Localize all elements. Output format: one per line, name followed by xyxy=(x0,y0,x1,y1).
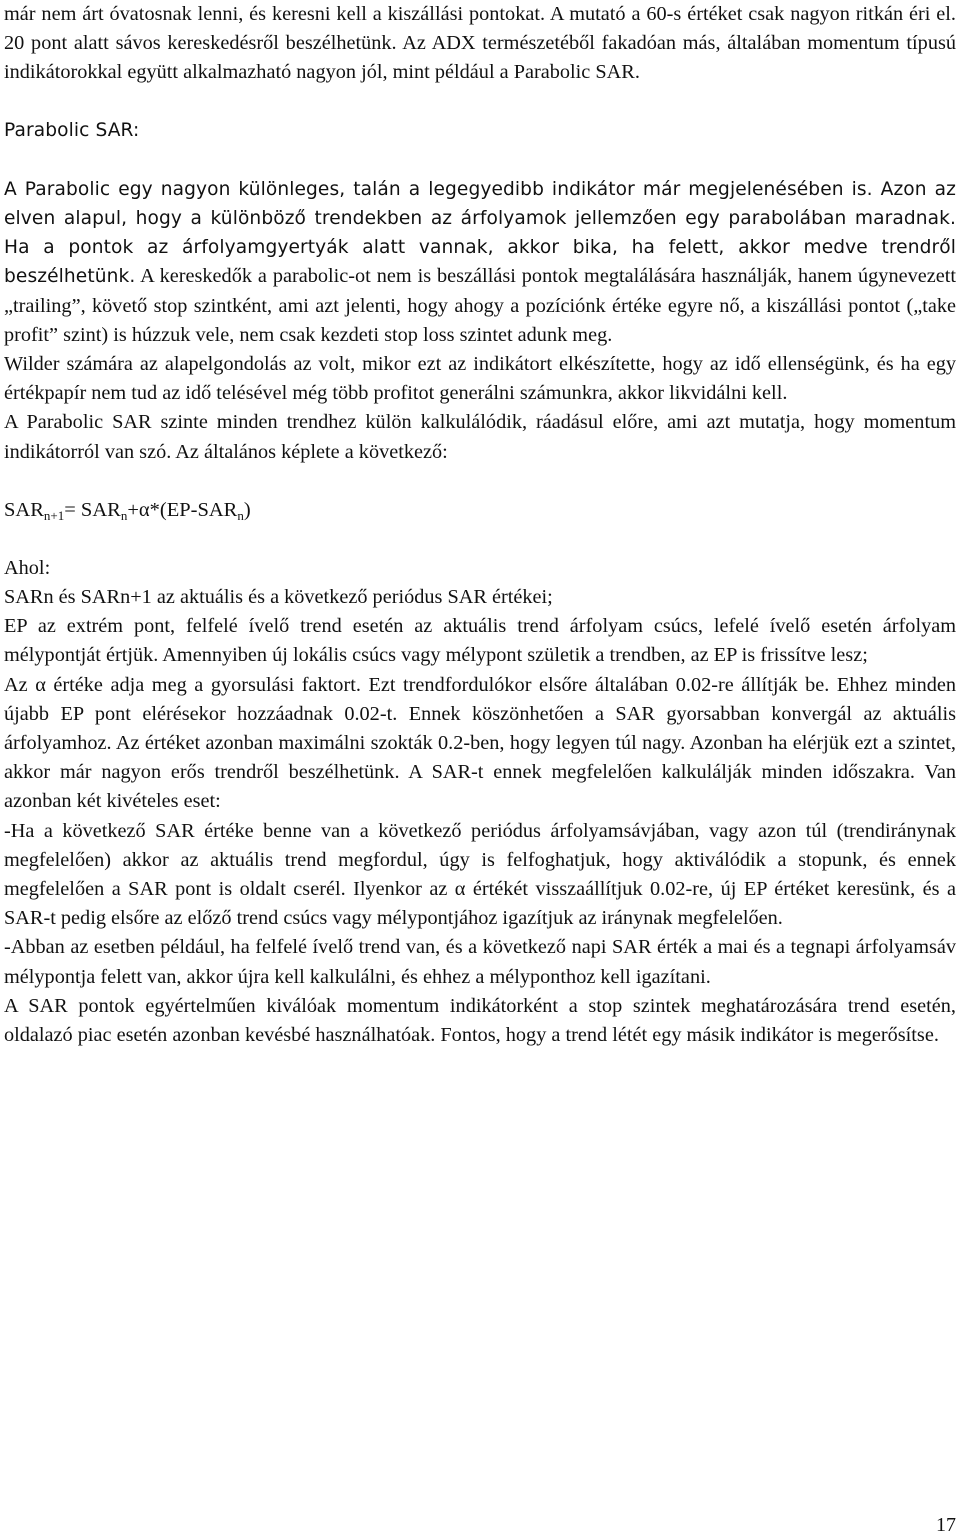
calculation-paragraph: A Parabolic SAR szinte minden trendhez külön kalkulálódik, ráadásul előre, ami azt mutatja, hogy momentum indikátorról van szó. Az általános képlete a következő: xyxy=(4,411,956,463)
exception-one: -Ha a következő SAR értéke benne van a következő periódus árfolyamsávjában, vagy azon túl (trendiránynak megfelelően) akkor az aktuális trend megfordul, úgy is felfoghatjuk, hogy aktiválódik a stopunk, és ennek megfelelően a SAR pont is oldalt cserél. Ilyenkor az α értékét visszaállítjuk 0.02-re, új EP értéket keresünk, és a SAR-t pedig elsőre az előző trend csúcs vagy mélypontjához igazítjuk az iránynak megfelelően. xyxy=(4,819,956,930)
formula-sar: SAR xyxy=(4,498,44,521)
formula-subscript-n: n xyxy=(120,507,128,523)
parabolic-sar-description: A Parabolic egy nagyon különleges, talán a legegyedibb indikátor már megjelenésében is. Azon az elven alapul, hogy a különböző trendekben az árfolyamok jellemzően egy parabolában maradnak. xyxy=(4,178,956,230)
parabolic-sar-trailing-stop: A kereskedők a parabolic-ot nem is beszállási pontok megtalálására használják, hanem úgynevezett „trailing”, követő stop szintként, ami azt jelenti, hogy ahogy a pozíciónk értéke egyre nő, a kiszállási pontot („take profit” szint) is húzzuk vele, nem csak kezdeti stop loss szintet adunk meg. xyxy=(4,265,956,346)
page-number: 17 xyxy=(936,1514,956,1536)
formula-alpha-term: +α*(EP-SAR xyxy=(127,498,238,521)
parabolic-sar-paragraph xyxy=(4,175,956,350)
formula-subscript-next: n+1 xyxy=(43,507,65,523)
formula-close-paren: ) xyxy=(243,498,251,521)
parabolic-sar-trend-direction: Ha a pontok az árfolyamgyertyák alatt vannak, akkor bika, ha felett, akkor medve trendről beszélhetünk. xyxy=(4,237,956,288)
definition-alpha: Az α értéke adja meg a gyorsulási faktort. Ezt trendfordulókor elsőre általában 0.02-re állítják be. Ehhez minden újabb EP pont elérésekor hozzáadnak 0.02-t. Ennek köszönhetően a SAR gyorsabban konvergál az aktuális árfolyamhoz. Az értéket azonban maximálni szokták 0.2-ben, hogy legyen túl nagy. Azonban ha elérjük ezt a szintet, akkor már nagyon erős trendről beszélhetünk. A SAR-t ennek megfelelően kalkulálják minden időszakra. Van azonban két kivételes eset: xyxy=(4,673,956,813)
parabolic-sar-heading: Parabolic SAR: xyxy=(4,119,140,141)
definition-ep: EP az extrém pont, felfelé ívelő trend esetén az aktuális trend árfolyam csúcs, lefelé ívelő esetén árfolyam mélypontját értjük. Amennyiben új lokális csúcs vagy mélypont születik a trendben, az EP is frissítve lesz; xyxy=(4,615,956,667)
intro-paragraph: már nem árt óvatosnak lenni, és keresni kell a kiszállási pontokat. A mutató a 60-s értéket csak nagyon ritkán éri el. 20 pont alatt sávos kereskedésről beszélhetünk. Az ADX természetéből fakadóan más, általában momentum típusú indikátorokkal együtt alkalmazható nagyon jól, mint például a Parabolic SAR. xyxy=(4,3,956,84)
where-label: Ahol: xyxy=(4,556,51,579)
exception-two: -Abban az esetben például, ha felfelé ívelő trend van, és a következő napi SAR érték a mai és a tegnapi árfolyamsáv mélypontja felett van, akkor újra kell kalkulálni, és ehhez a mélyponthoz kell igazítani. xyxy=(4,936,956,988)
wilder-paragraph: Wilder számára az alapelgondolás az volt, mikor ezt az indikátort elkészítette, hogy az idő ellenségünk, és ha egy értékpapír nem tud az idő telésével még több profitot generálni számunkra, akkor likvidálni kell. xyxy=(4,353,956,405)
sar-formula xyxy=(4,495,956,525)
formula-equals-sar: = SAR xyxy=(64,498,121,521)
conclusion-paragraph: A SAR pontok egyértelműen kiválóak momentum indikátorként a stop szintek meghatározására trend esetén, oldalazó piac esetén azonban kevésbé használhatóak. Fontos, hogy a trend létét egy másik indikátor is megerősítse. xyxy=(4,994,956,1047)
document-page xyxy=(4,0,956,1050)
formula-subscript-n-2: n xyxy=(237,507,244,523)
definition-sar: SARn és SARn+1 az aktuális és a következő periódus SAR értékei; xyxy=(4,586,553,609)
